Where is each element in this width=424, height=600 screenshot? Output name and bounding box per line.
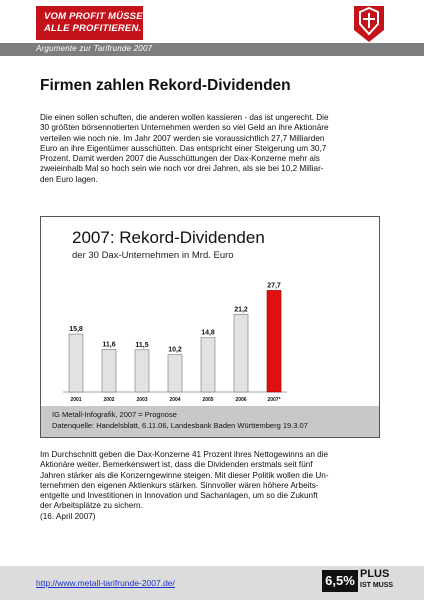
slogan-line-1: VOM PROFIT MÜSSEN bbox=[44, 11, 150, 22]
paragraph-line: 30 größten börsennotierten Unternehmen werden so viel Geld an ihre Aktionäre bbox=[40, 123, 329, 133]
body-paragraph bbox=[40, 450, 392, 522]
chart-bar-2001 bbox=[69, 334, 83, 392]
intro-paragraph bbox=[40, 113, 392, 185]
chart-title: 2007: Rekord-Dividenden bbox=[72, 228, 265, 247]
paragraph-line: verteilen wie noch nie. Im Jahr 2007 werden sie voraussichtlich 27,7 Milliarden bbox=[40, 133, 325, 143]
chart-bar-2002 bbox=[102, 349, 116, 392]
bar-chart bbox=[47, 262, 373, 408]
chart-value-label: 14,8 bbox=[201, 329, 215, 337]
chart-tick-label: 2004 bbox=[169, 397, 181, 403]
badge-plus-text: PLUS bbox=[360, 568, 390, 580]
chart-tick-label: 2002 bbox=[103, 397, 115, 403]
campaign-website-link[interactable]: http://www.metall-tarifrunde-2007.de/ bbox=[36, 578, 175, 588]
slogan-line-2: ALLE PROFITIEREN. bbox=[44, 23, 142, 34]
paragraph-line: Jahren stärker als die Konzerngewinne steigen. Mit dieser Politik wollen die Un- bbox=[40, 470, 329, 480]
chart-source: Datenquelle: Handelsblatt, 6.11.06, Landesbank Baden Württemberg 19.3.07 bbox=[52, 421, 308, 430]
paragraph-line: Im Durchschnitt geben die Dax-Konzerne 41 Prozent ihres Nettogewinns an die bbox=[40, 450, 329, 459]
date-line: (16. April 2007) bbox=[40, 511, 96, 521]
chart-bar-2006 bbox=[234, 314, 248, 392]
chart-bar-2007* bbox=[267, 290, 281, 392]
chart-bar-2004 bbox=[168, 355, 182, 392]
chart-value-label: 11,5 bbox=[135, 341, 149, 349]
paragraph-line: ternehmen den eigenen Aktienkurs stärken. Sinnvoller wären höhere Arbeits- bbox=[40, 480, 319, 490]
ig-metall-logo-icon bbox=[352, 4, 386, 44]
badge-sub-text: IST MUSS bbox=[360, 582, 394, 589]
paragraph-line: den Euro lagen. bbox=[40, 174, 98, 184]
paragraph-line: entgelte und Investitionen in Innovation und Sachanlagen, um so die Zukunft bbox=[40, 491, 318, 501]
chart-tick-label: 2005 bbox=[202, 397, 214, 403]
chart-value-label: 11,6 bbox=[102, 341, 116, 349]
chart-bar-2005 bbox=[201, 338, 215, 392]
paragraph-line: der Arbeitsplätze zu sichern. bbox=[40, 501, 143, 511]
chart-tick-label: 2006 bbox=[235, 397, 247, 403]
chart-bar-2003 bbox=[135, 350, 149, 392]
paragraph-line: Aktionäre weiter. Bemerkenswert ist, dass die Dividenden erstmals seit fünf bbox=[40, 460, 313, 470]
chart-subtitle: der 30 Dax-Unternehmen in Mrd. Euro bbox=[72, 250, 234, 261]
paragraph-line: Euro an ihre Eigentümer ausschütten. Das entspricht einer Steigerung um 30,7 bbox=[40, 143, 327, 153]
header-subtitle: Argumente zur Tarifrunde 2007 bbox=[36, 44, 153, 53]
chart-value-label: 15,8 bbox=[69, 326, 83, 334]
chart-value-label: 21,2 bbox=[234, 306, 248, 314]
page-title: Firmen zahlen Rekord-Dividenden bbox=[40, 77, 291, 94]
chart-value-label: 10,2 bbox=[168, 346, 182, 354]
chart-tick-label: 2001 bbox=[70, 397, 82, 403]
paragraph-line: Die einen sollen schuften, die anderen wollen kassieren - das ist ungerecht. Die bbox=[40, 113, 329, 122]
paragraph-line: zweieinhalb Mal so hoch sein wie noch vor drei Jahren, als sie bei 10,2 Milliar- bbox=[40, 164, 324, 174]
badge-percentage: 6,5% bbox=[322, 570, 358, 592]
chart-tick-label: 2007* bbox=[267, 397, 281, 403]
slogan-logo bbox=[36, 6, 150, 40]
paragraph-line: Prozent. Damit werden 2007 die Ausschüttungen der Dax-Konzerne mehr als bbox=[40, 154, 320, 164]
chart-value-label: 27,7 bbox=[267, 282, 281, 290]
chart-note: IG Metall-Infografik, 2007 = Prognose bbox=[52, 410, 177, 419]
chart-tick-label: 2003 bbox=[136, 397, 148, 403]
